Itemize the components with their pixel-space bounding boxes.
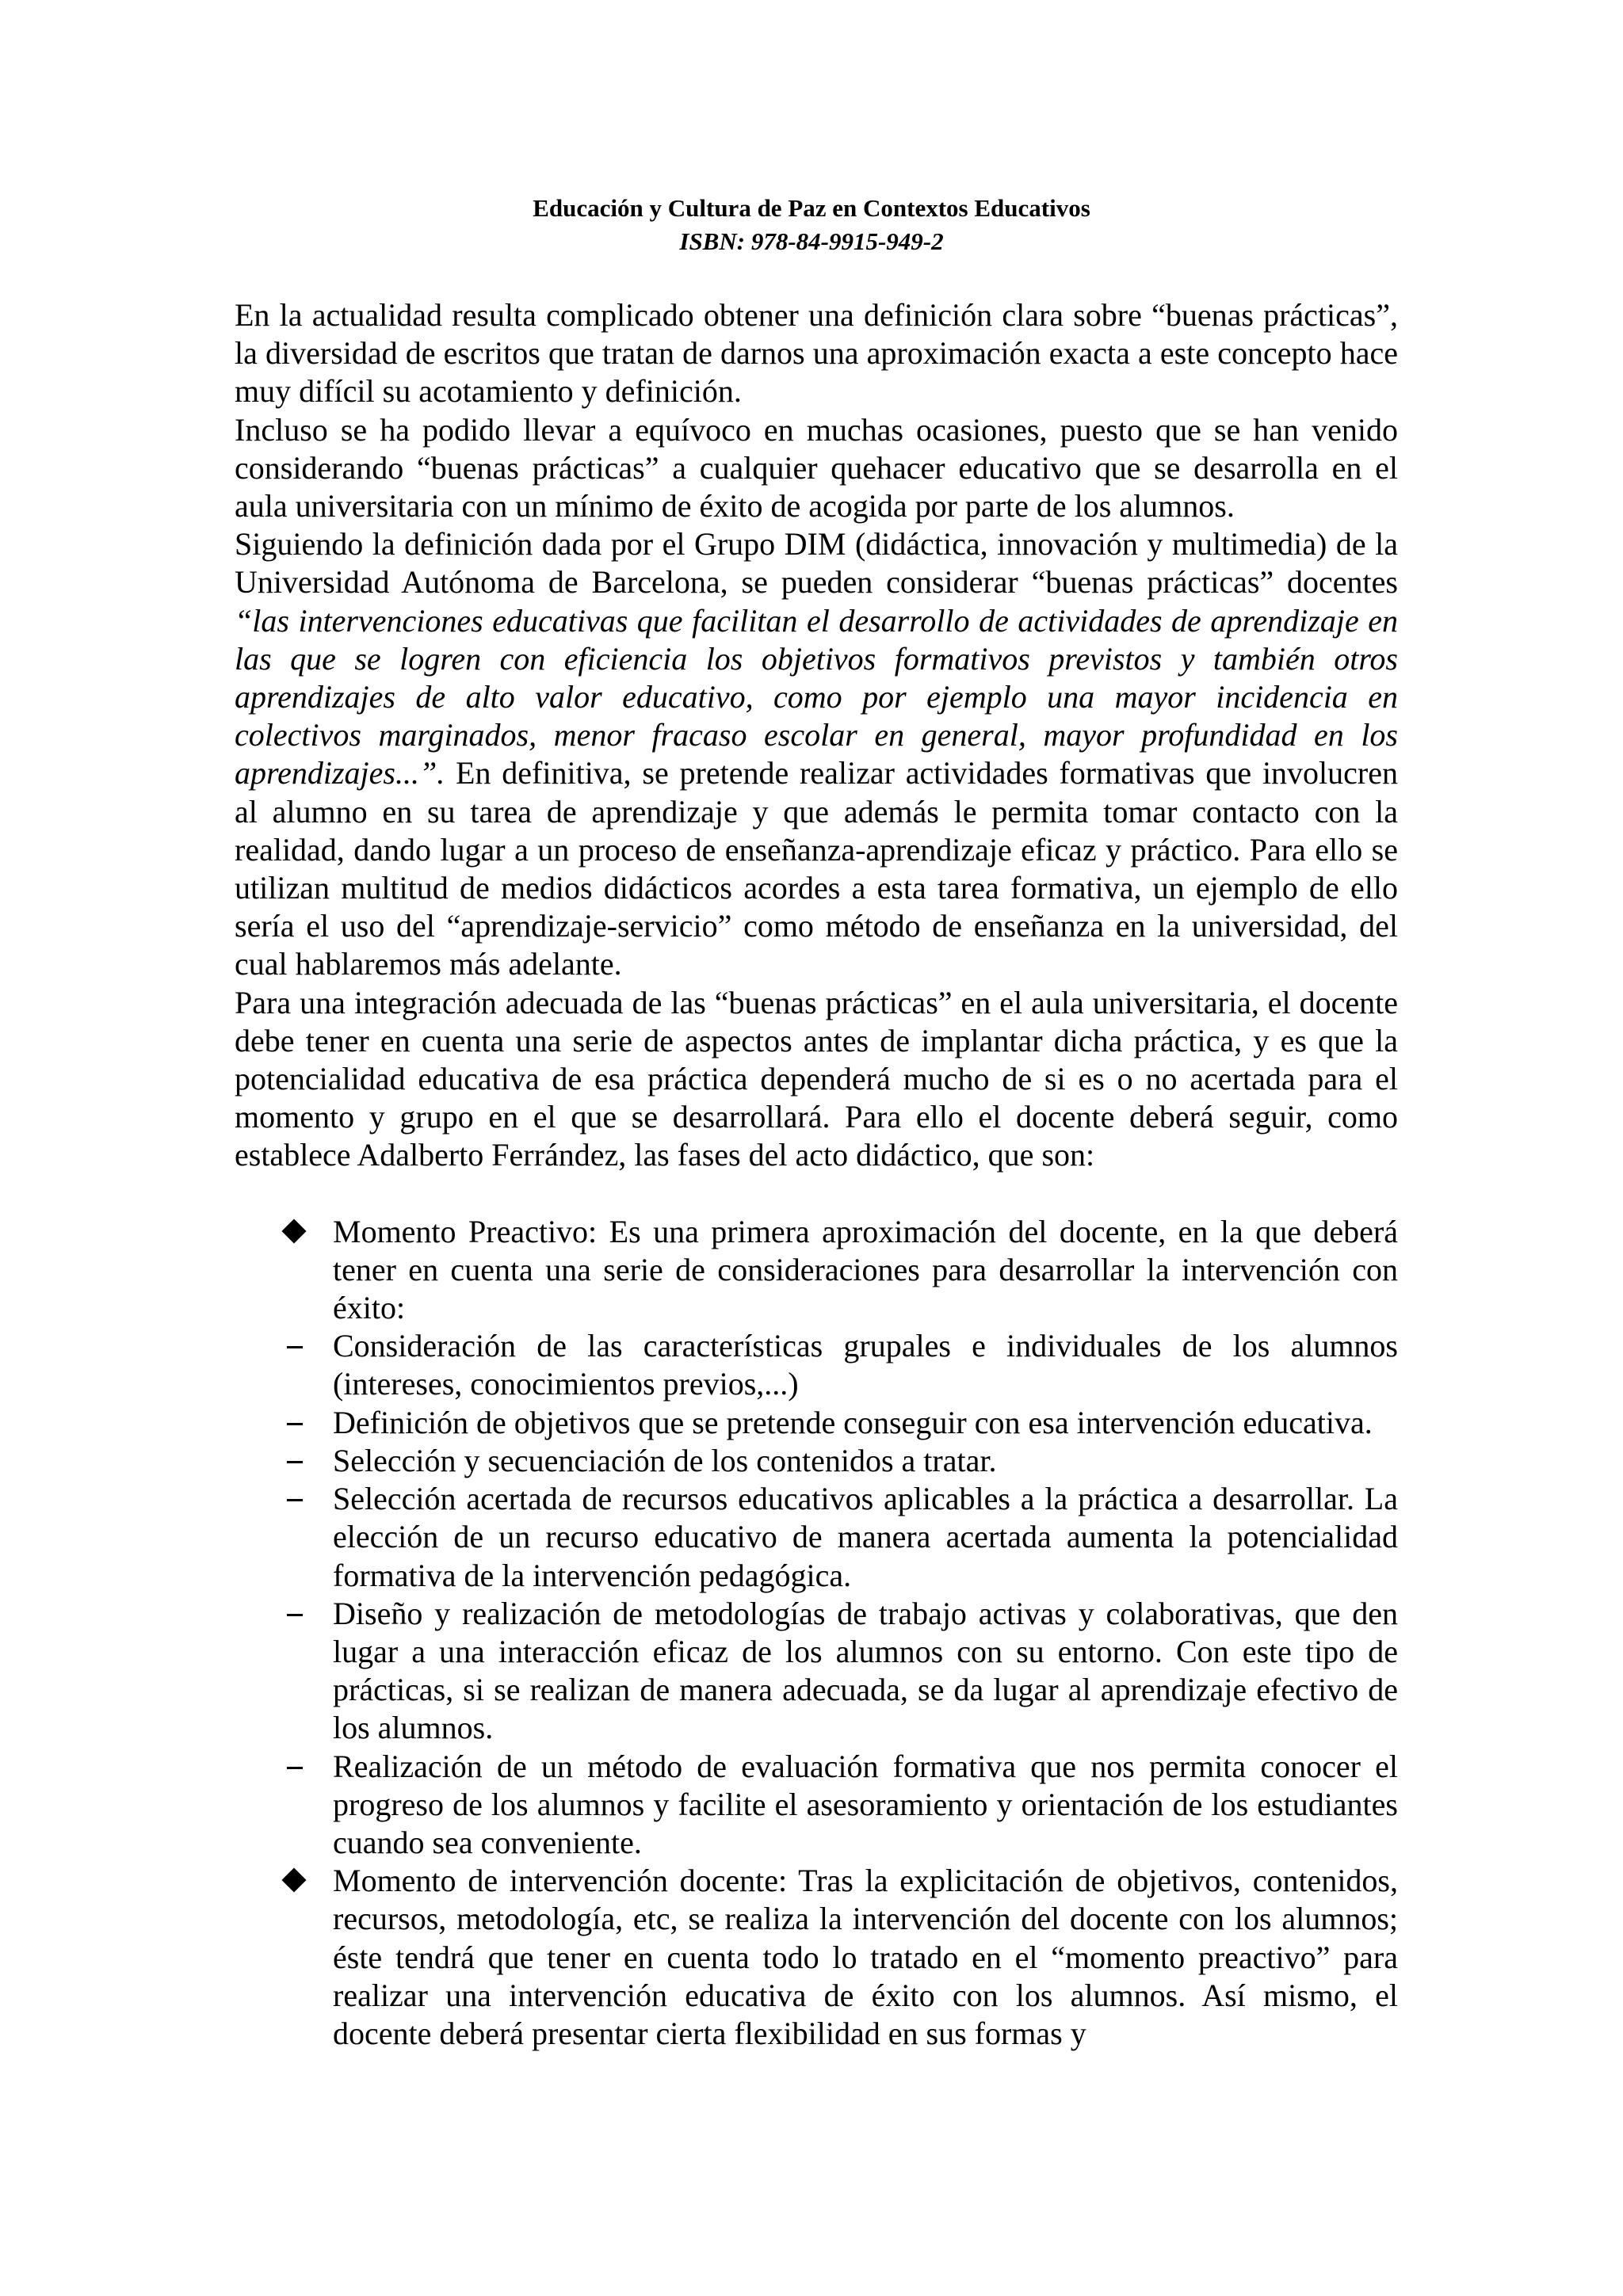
running-header <box>0 192 1623 258</box>
diamond-bullet-icon <box>235 1213 333 1251</box>
list-item-text: Consideración de las características grupales e individuales de los alumnos (intereses, conocimientos previos,...) <box>333 1328 1398 1402</box>
dash-bullet-icon <box>235 1327 333 1365</box>
isbn-line: ISBN: 978-84-9915-949-2 <box>679 227 944 255</box>
dash-bullet-icon <box>235 1748 333 1786</box>
list-item <box>235 1404 1398 1442</box>
paragraph-4: Para una integración adecuada de las “buenas prácticas” en el aula universitaria, el docente debe tener en cuenta una serie de aspectos antes de implantar dicha práctica, y es que la potencialidad educativa de esa práctica dependerá mucho de si es o no acertada para el momento y grupo en el que se desarrollará. Para ello el docente deberá seguir, como establece Adalberto Ferrández, las fases del acto didáctico, que son: <box>235 984 1398 1173</box>
list-item <box>235 1748 1398 1863</box>
list-item <box>235 1480 1398 1595</box>
list-item-text: Definición de objetivos que se pretende conseguir con esa intervención educativa. <box>333 1404 1373 1440</box>
list-item <box>235 1442 1398 1480</box>
list-item-text: Momento Preactivo: Es una primera aproximación del docente, en la que deberá tener en cuenta una serie de consideraciones para desarrollar la intervención con éxito: <box>333 1213 1398 1326</box>
list-item-text: Realización de un método de evaluación formativa que nos permita conocer el progreso de los alumnos y facilite el asesoramiento y orientación de los estudiantes cuando sea conveniente. <box>333 1748 1398 1860</box>
paragraph-3-rest: En definitiva, se pretende realizar actividades formativas que involucren al alumno en su tarea de aprendizaje y que además le permita tomar contacto con la realidad, dando lugar a un proceso de enseñanza-aprendizaje eficaz y práctico. Para ello se utilizan multitud de medios didácticos acordes a esta tarea formativa, un ejemplo de ello sería el uso del “aprendizaje-servicio” como método de enseñanza en la universidad, del cual hablaremos más adelante. <box>235 755 1398 982</box>
paragraph-3-intro: Siguiendo la definición dada por el Grupo DIM (didáctica, innovación y multimedia) de la Universidad Autónoma de Barcelona, se pueden considerar “buenas prácticas” docentes <box>235 526 1398 601</box>
list-item-text: Selección acertada de recursos educativos aplicables a la práctica a desarrollar. La elección de un recurso educativo de manera acertada aumenta la potencialidad formativa de la intervención pedagógica. <box>333 1481 1398 1593</box>
list-item-text: Selección y secuenciación de los contenidos a tratar. <box>333 1442 997 1478</box>
list-item <box>235 1327 1398 1403</box>
list-item <box>235 1595 1398 1748</box>
dash-bullet-icon <box>235 1595 333 1633</box>
dash-bullet-icon <box>235 1404 333 1442</box>
dash-bullet-icon <box>235 1442 333 1480</box>
didactic-phases-list <box>235 1213 1398 2053</box>
diamond-bullet-icon <box>235 1862 333 1900</box>
list-item <box>235 1862 1398 2053</box>
paragraph-1: En la actualidad resulta complicado obtener una definición clara sobre “buenas prácticas”, la diversidad de escritos que tratan de darnos una aproximación exacta a este concepto hace muy difícil su acotamiento y definición. <box>235 297 1398 410</box>
book-title: Educación y Cultura de Paz en Contextos Educativos <box>533 194 1090 222</box>
list-item-text: Diseño y realización de metodologías de trabajo activas y colaborativas, que den lugar a una interacción eficaz de los alumnos con su entorno. Con este tipo de prácticas, si se realizan de manera adecuada, se da lugar al aprendizaje efectivo de los alumnos. <box>333 1595 1398 1746</box>
list-item <box>235 1213 1398 1328</box>
body-text <box>235 296 1398 2053</box>
list-item-text: Momento de intervención docente: Tras la explicitación de objetivos, contenidos, recursos, metodología, etc, se realiza la intervención del docente con los alumnos; éste tendrá que tener en cuenta todo lo tratado en el “momento preactivo” para realizar una intervención educativa de éxito con los alumnos. Así mismo, el docente deberá presentar cierta flexibilidad en sus formas y <box>333 1863 1398 2051</box>
dim-quote: “las intervenciones educativas que facilitan el desarrollo de actividades de aprendizaje en las que se logren con eficiencia los objetivos formativos previstos y también otros aprendizajes de alto valor educativo, como por ejemplo una mayor incidencia en colectivos marginados, menor fracaso escolar en general, mayor profundidad en los aprendizajes...”. <box>235 602 1398 791</box>
dash-bullet-icon <box>235 1480 333 1518</box>
paragraph-3 <box>235 525 1398 983</box>
paragraph-2: Incluso se ha podido llevar a equívoco en muchas ocasiones, puesto que se han venido considerando “buenas prácticas” a cualquier quehacer educativo que se desarrolla en el aula universitaria con un mínimo de éxito de acogida por parte de los alumnos. <box>235 411 1398 524</box>
